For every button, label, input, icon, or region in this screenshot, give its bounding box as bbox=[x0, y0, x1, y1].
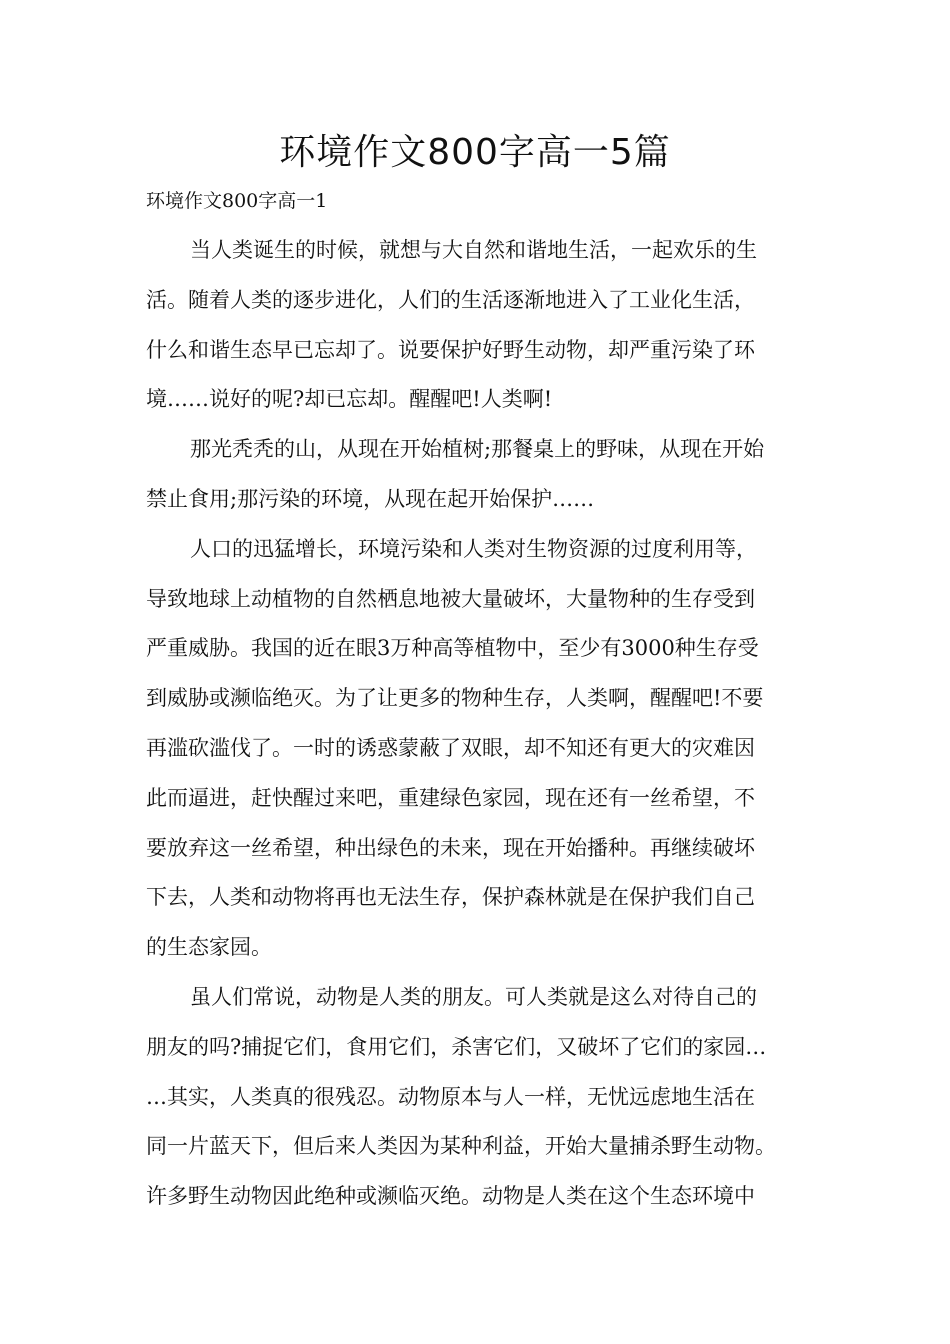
text-line: 禁止食用;那污染的环境，从现在起开始保护…… bbox=[146, 486, 595, 511]
text-line: 导致地球上动植物的自然栖息地被大量破坏，大量物种的生存受到 bbox=[146, 586, 755, 611]
text-line: 的生态家园。 bbox=[146, 935, 272, 960]
text-line: 严重威胁。我国的近在眼3万种高等植物中，至少有3000种生存受 bbox=[146, 636, 759, 661]
text-line: 此而逼进，赶快醒过来吧，重建绿色家园，现在还有一丝希望，不 bbox=[146, 785, 755, 810]
text-line: 要放弃这一丝希望，种出绿色的未来，现在开始播种。再继续破坏 bbox=[146, 835, 755, 860]
text-line: 当人类诞生的时候，就想与大自然和谐地生活，一起欢乐的生 bbox=[190, 238, 757, 262]
text-line: 同一片蓝天下，但后来人类因为某种利益，开始大量捕杀野生动物。 bbox=[146, 1134, 776, 1159]
body-text bbox=[146, 231, 816, 1227]
text-line: 活。随着人类的逐步进化，人们的生活逐渐地进入了工业化生活， bbox=[146, 287, 755, 312]
text-line: 许多野生动物因此绝种或濒临灭绝。动物是人类在这个生态环境中 bbox=[146, 1184, 755, 1209]
text-line: 虽人们常说，动物是人类的朋友。可人类就是这么对待自己的 bbox=[190, 984, 757, 1009]
text-line: 朋友的吗?捕捉它们，食用它们，杀害它们，又破坏了它们的家园… bbox=[146, 1034, 767, 1059]
text-line: 人口的迅猛增长，环境污染和人类对生物资源的过度利用等， bbox=[190, 536, 757, 561]
text-line: …其实，人类真的很残忍。动物原本与人一样，无忧远虑地生活在 bbox=[146, 1084, 755, 1109]
text-line: 再滥砍滥伐了。一时的诱惑蒙蔽了双眼，却不知还有更大的灾难因 bbox=[146, 735, 755, 760]
text-line: 那光秃秃的山，从现在开始植树;那餐桌上的野味，从现在开始 bbox=[190, 437, 765, 462]
text-line: 什么和谐生态早已忘却了。说要保护好野生动物，却严重污染了环 bbox=[146, 337, 755, 362]
text-line: 境……说好的呢?却已忘却。醒醒吧!人类啊! bbox=[146, 387, 553, 412]
text-line: 到威胁或濒临绝灭。为了让更多的物种生存，人类啊，醒醒吧!不要 bbox=[146, 686, 764, 711]
section-heading: 环境作文800字高一1 bbox=[146, 190, 328, 212]
text-line: 下去，人类和动物将再也无法生存，保护森林就是在保护我们自己 bbox=[146, 885, 755, 910]
document-title: 环境作文800字高一5篇 bbox=[279, 132, 671, 173]
